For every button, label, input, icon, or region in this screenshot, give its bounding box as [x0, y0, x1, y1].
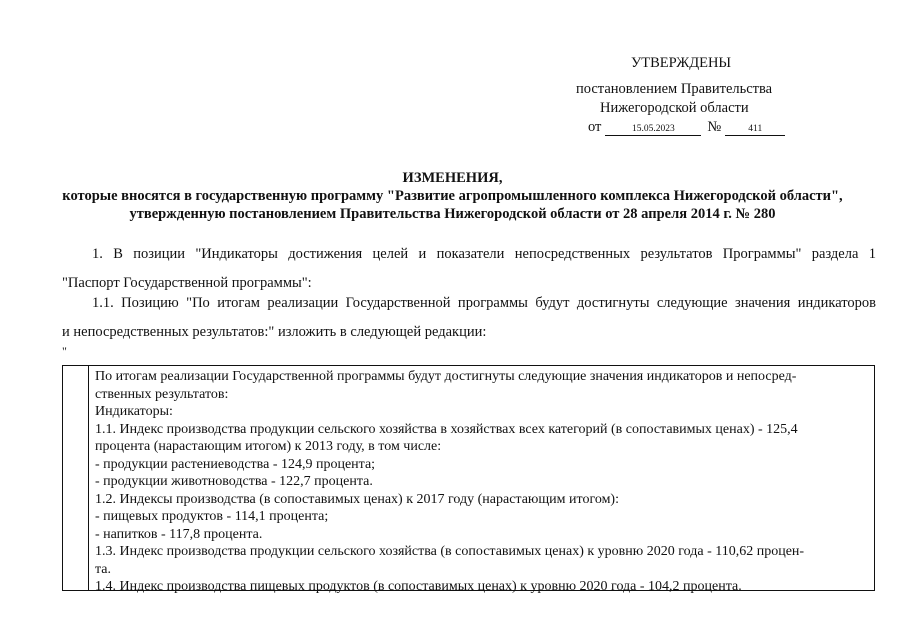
amendment-line: 1.4. Индекс производства пищевых продуктов (в сопоставимых ценах) к уровню 2020 года - 104,2 процента. — [95, 579, 742, 594]
amendment-line: Индикаторы: — [95, 404, 173, 419]
amendment-table — [62, 365, 875, 594]
approval-line-1: постановлением Правительства — [576, 81, 773, 97]
approval-date-number — [588, 118, 785, 137]
amendment-line: 1.2. Индексы производства (в сопоставимых ценах) к 2017 году (нарастающим итогом): — [95, 491, 619, 507]
approval-number: 411 — [725, 123, 785, 136]
amendment-line: По итогам реализации Государственной программы будут достигнуты следующие значения индикаторов и непосред- — [95, 369, 797, 384]
heading-title: ИЗМЕНЕНИЯ, — [402, 170, 503, 186]
paragraph-1-line-2: "Паспорт Государственной программы": — [62, 275, 312, 291]
amendment-line: - продукции растениеводства - 124,9 процента; — [95, 456, 376, 472]
heading-line-2: которые вносятся в государственную программу "Развитие агропромышленного комплекса Нижегородской области", — [62, 188, 843, 204]
document-heading — [0, 169, 905, 223]
paragraph-1-line-1: 1. В позиции "Индикаторы достижения целей и показатели непосредственных результатов Программы" раздела 1 — [92, 246, 876, 262]
amendment-line: 1.3. Индекс производства продукции сельского хозяйства (в сопоставимых ценах) к уровню 2020 года - 110,62 процен- — [95, 544, 805, 559]
approval-title: УТВЕРЖДЕНЫ — [631, 55, 732, 71]
amendment-line: ственных результатов: — [95, 386, 229, 402]
opening-quote: " — [62, 344, 67, 358]
table-column-divider — [88, 366, 89, 590]
amendment-line: - напитков - 117,8 процента. — [95, 526, 263, 542]
amendment-line: 1.1. Индекс производства продукции сельского хозяйства в хозяйствах всех категорий (в сопоставимых ценах) - 125,4 — [95, 421, 798, 437]
amendment-line: та. — [95, 561, 112, 577]
amendment-text — [95, 368, 855, 596]
paragraph-2-line-2: и непосредственных результатов:" изложить в следующей редакции: — [62, 324, 487, 340]
amendment-line: - пищевых продуктов - 114,1 процента; — [95, 509, 329, 524]
amendment-line: процента (нарастающим итогом) к 2013 году, в том числе: — [95, 439, 442, 454]
approval-from-label: от — [588, 119, 602, 135]
paragraph-2 — [62, 289, 876, 347]
heading-line-3: утвержденную постановлением Правительства Нижегородской области от 28 апреля 2014 г. № 280 — [129, 206, 776, 222]
approval-number-label: № — [707, 119, 722, 135]
approval-line-2: Нижегородской области — [600, 100, 749, 116]
approval-date: 15.05.2023 — [605, 123, 701, 136]
amendment-line: - продукции животноводства - 122,7 процента. — [95, 474, 373, 489]
paragraph-2-line-1: 1.1. Позицию "По итогам реализации Государственной программы будут достигнуты следующие значения индикаторов — [92, 295, 876, 311]
